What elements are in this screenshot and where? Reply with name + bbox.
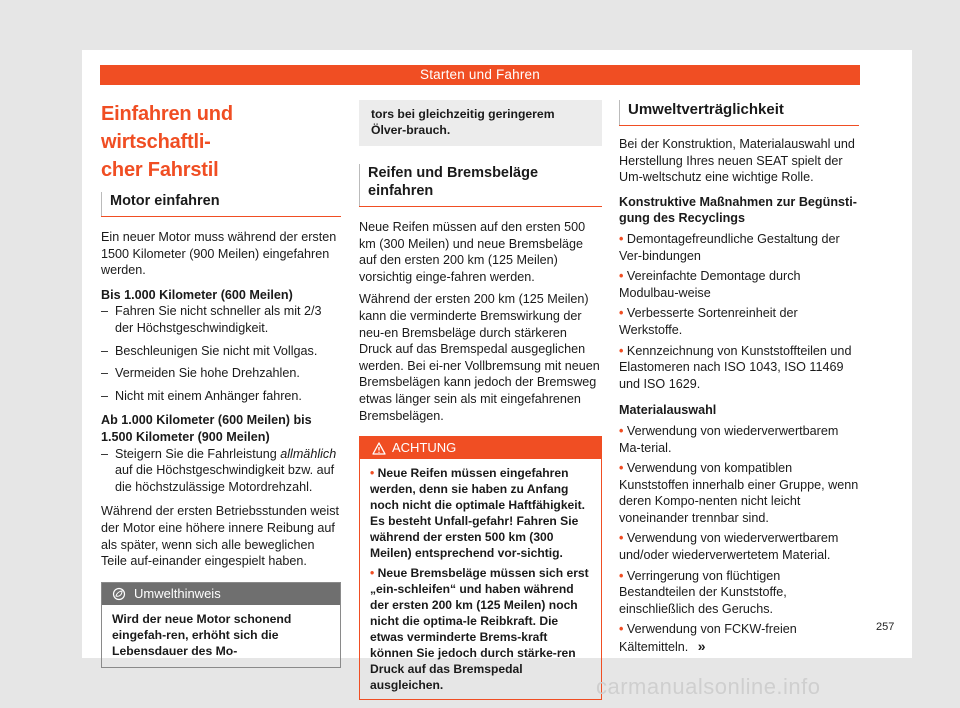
list-item-text: Steigern Sie die Fahrleistung (115, 446, 281, 461)
list-item-text: Vermeiden Sie hohe Drehzahlen. (115, 366, 300, 381)
list-item-text: Beschleunigen Sie nicht mit Vollgas. (115, 343, 318, 358)
list-1500km (101, 446, 341, 496)
bullet-item (619, 268, 859, 301)
column-middle (359, 100, 602, 700)
section-heading-motor-text: Motor einfahren (110, 193, 220, 209)
motor-intro: Ein neuer Motor muss während der ersten 1500 Kilometer (900 Meilen) eingefahren werden. (101, 230, 337, 278)
column-right (619, 100, 859, 656)
bullet-item (619, 530, 859, 563)
environment-note-header (102, 583, 340, 605)
list-item (101, 343, 341, 360)
bullet-icon: • (370, 466, 375, 481)
warning-box (359, 436, 602, 700)
motor-friction-paragraph: Während der ersten Betriebsstunden weist der Motor eine höhere innere Reibung auf als später, wenn sich alle beweglichen Teile auf-einander eingespielt haben. (101, 504, 340, 569)
bullet-item (619, 305, 859, 338)
bullet-item-text: Vereinfachte Demontage durch Modulbau-weise (619, 269, 801, 300)
section-heading-motor (101, 192, 341, 217)
environment-note-title: Umwelthinweis (134, 585, 221, 601)
section-heading-tires-brakes (359, 164, 602, 207)
bullet-item (619, 621, 859, 655)
section-heading-environment-text: Umweltverträglichkeit (628, 101, 784, 118)
sub-heading-recycling: Konstruktive Maßnahmen zur Begünsti-gung des Recyclings (619, 194, 857, 226)
page-number: 257 (876, 621, 895, 633)
bullet-icon: • (619, 306, 624, 321)
bullet-icon: • (619, 343, 624, 358)
watermark: carmanualsonline.info (596, 674, 821, 699)
list-item-text: auf die Höchstgeschwindigkeit bzw. auf die höchstzulässige Motordrehzahl. (115, 463, 335, 494)
section-heading-environment (619, 100, 859, 126)
bullet-icon: • (619, 423, 624, 438)
dash-icon: – (101, 304, 109, 319)
bullet-item-text: Verwendung von wiederverwertbarem Ma-terial. (619, 423, 839, 455)
heading-rule (101, 216, 341, 217)
bullet-icon: • (619, 231, 624, 246)
dash-icon: – (101, 366, 109, 381)
sub-heading-1500km: Ab 1.000 Kilometer (600 Meilen) bis 1.500 Kilometer (900 Meilen) (101, 413, 312, 444)
environment-intro: Bei der Konstruktion, Materialauswahl und Herstellung Ihres neuen SEAT spielt der Um-weltschutz eine wichtige Rolle. (619, 137, 855, 185)
list-item (101, 446, 341, 496)
sub-heading-1000km: Bis 1.000 Kilometer (600 Meilen) (101, 287, 293, 302)
bullet-icon: • (619, 531, 624, 546)
warning-triangle-icon (372, 442, 386, 455)
sub-heading-material: Materialauswahl (619, 403, 717, 418)
environment-note-box (101, 582, 341, 668)
bullet-icon: • (619, 461, 624, 476)
heading-rule (619, 125, 859, 126)
tires-paragraph-2: Während der ersten 200 km (125 Meilen) kann die verminderte Bremswirkung der neu-en Bremsbeläge durch stärkeren Druck auf das Bremspedal ausgeglichen werden. Bei ei-ner Vollbremsung mit neuen Bremsbelägen kann jedoch der Bremsweg etwas länger sein als mit eingefahrenen Bremsbelägen. (359, 292, 600, 423)
continued-note-box (359, 100, 602, 146)
bullet-icon: • (370, 566, 375, 581)
dash-icon: – (101, 388, 109, 403)
section-heading-tires-brakes-text: Reifen und Bremsbeläge einfahren (368, 165, 539, 199)
continued-note-text: tors bei gleichzeitig geringerem Ölver-brauch. (371, 107, 555, 137)
column-left (101, 100, 341, 668)
warning-item-text: Neue Reifen müssen eingefahren werden, denn sie haben zu Anfang noch nicht die optimale Haftfähigkeit. Es besteht Unfall-gefahr! Fahren Sie während der ersten 500 km (300 Meilen) entsprechend vor-sichtig. (370, 466, 586, 561)
bullet-item-text: Verringerung von flüchtigen Bestandteilen der Kunststoffe, einschließlich des Geruchs. (619, 568, 787, 616)
list-item-text: Nicht mit einem Anhänger fahren. (115, 388, 302, 403)
bullet-item-text: Verwendung von kompatiblen Kunststoffen innerhalb einer Gruppe, wenn deren Kompo-nenten nicht leicht voneinander trennbar sind. (619, 461, 859, 525)
chapter-header (100, 65, 860, 85)
bullet-item-text: Kennzeichnung von Kunststoffteilen und Elastomeren nach ISO 1043, ISO 11469 und ISO 1629. (619, 343, 852, 391)
bullet-item (619, 423, 859, 456)
bullet-icon: • (619, 269, 624, 284)
bullet-icon: • (619, 622, 624, 637)
leaf-icon (112, 587, 126, 601)
warning-item (370, 565, 593, 693)
warning-title: ACHTUNG (392, 440, 457, 456)
list-item-text: Fahren Sie nicht schneller als mit 2/3 der Höchstgeschwindigkeit. (115, 304, 322, 335)
bullet-item (619, 568, 859, 618)
emphasis-text: allmählich (280, 446, 337, 461)
chapter-title: Starten und Fahren (420, 67, 540, 82)
tires-paragraph-1: Neue Reifen müssen auf den ersten 500 km (300 Meilen) und neue Bremsbeläge auf den ersten 200 km (125 Meilen) vorsichtig einge-fahren werden. (359, 220, 586, 284)
page-title-line-2: cher Fahrstil (101, 159, 219, 181)
dash-icon: – (101, 446, 109, 461)
heading-rule (359, 206, 602, 207)
warning-item-text: Neue Bremsbeläge müssen sich erst „ein-schleifen“ und haben während der ersten 200 km (125 Meilen) noch nicht die optima-le Reibkraft. Die etwas verminderte Brems-kraft können Sie jedoch durch stärke-ren Druck auf das Bremspedal ausgleichen. (370, 566, 589, 693)
list-item (101, 388, 341, 405)
environment-note-text: Wird der neue Motor schonend eingefah-ren, erhöht sich die Lebensdauer des Mo- (112, 611, 292, 658)
dash-icon: – (101, 343, 109, 358)
bullet-icon: • (619, 568, 624, 583)
page-title-line-1: Einfahren und wirtschaftli- (101, 103, 233, 153)
bullet-item (619, 343, 859, 393)
continue-arrow-icon: » (697, 638, 706, 655)
bullet-item-text: Verbesserte Sortenreinheit der Werkstoffe. (619, 306, 798, 337)
bullet-item-text: Verwendung von wiederverwertbarem und/oder wiederverwertetem Material. (619, 531, 839, 563)
bullet-item (619, 460, 859, 526)
bullet-item-text: Demontagefreundliche Gestaltung der Ver-bindungen (619, 231, 840, 263)
bullet-item-text: Verwendung von FCKW-freien Kältemitteln. (619, 622, 797, 655)
list-1000km (101, 303, 341, 404)
list-item (101, 303, 341, 336)
bullet-item (619, 231, 859, 264)
warning-header (360, 437, 601, 459)
warning-item (370, 465, 593, 561)
list-item (101, 365, 341, 382)
